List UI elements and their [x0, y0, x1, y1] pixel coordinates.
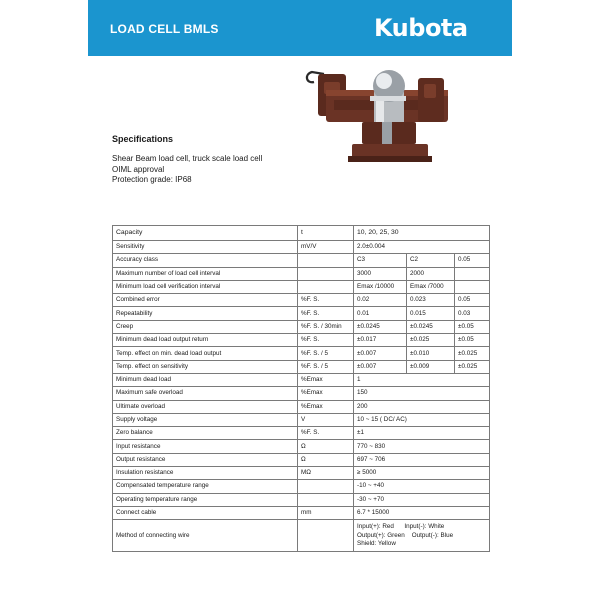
param-name: Minimum dead load: [113, 373, 298, 386]
table-row: [113, 307, 490, 320]
param-unit: %F. S.: [298, 334, 354, 347]
param-unit: %F. S. / 30min: [298, 320, 354, 333]
param-value-c2: ±0.010: [407, 347, 455, 360]
load-cell-photo-icon: [298, 62, 458, 172]
param-unit: Ω: [298, 440, 354, 453]
param-unit: %Emax: [298, 387, 354, 400]
param-name: Insulation resistance: [113, 467, 298, 480]
datasheet-page: [88, 0, 512, 600]
specifications-heading: Specifications: [112, 134, 174, 144]
param-value-other: ±0.05: [455, 334, 490, 347]
param-unit: %F. S. / 5: [298, 347, 354, 360]
spec-line: Shear Beam load cell, truck scale load cell: [112, 154, 263, 163]
param-value: 150: [354, 387, 490, 400]
table-row: [113, 241, 490, 254]
table-row: [113, 226, 490, 241]
param-unit: mV/V: [298, 241, 354, 254]
wire-line: Input(+): Red Input(-): White: [357, 523, 445, 531]
table-row: [113, 387, 490, 400]
table-row: [113, 334, 490, 347]
spec-line: OIML approval: [112, 164, 165, 174]
specifications-summary: [112, 154, 262, 186]
header-banner: [88, 0, 512, 56]
param-unit: %F. S.: [298, 427, 354, 440]
param-value-c2: ±0.025: [407, 334, 455, 347]
param-value-c3: 3000: [354, 267, 407, 280]
brand-wordmark: Kubota: [374, 14, 468, 42]
param-name: Output resistance: [113, 453, 298, 466]
param-value-other: ±0.025: [455, 347, 490, 360]
param-unit: %F. S. / 5: [298, 360, 354, 373]
wire-color-codes: [354, 520, 490, 552]
param-value: 697 ~ 706: [354, 453, 490, 466]
table-row: [113, 467, 490, 480]
param-value-c3: ±0.007: [354, 360, 407, 373]
param-name: Ultimate overload: [113, 400, 298, 413]
param-name: Temp. effect on min. dead load output: [113, 347, 298, 360]
table-row: [113, 347, 490, 360]
param-value-other: [455, 267, 490, 280]
table-row: [113, 453, 490, 466]
param-name: Temp. effect on sensitivity: [113, 360, 298, 373]
table-row: [113, 480, 490, 493]
param-value-c3: ±0.017: [354, 334, 407, 347]
param-name: Sensitivity: [113, 241, 298, 254]
param-value-c3: ±0.0245: [354, 320, 407, 333]
param-value-c2: C2: [407, 254, 455, 267]
param-value-c2: 2000: [407, 267, 455, 280]
param-value: 1: [354, 373, 490, 386]
table-row: [113, 440, 490, 453]
param-value-c3: ±0.007: [354, 347, 407, 360]
table-row: [113, 267, 490, 280]
wire-line: Output(+): Green Output(-): Blue: [357, 531, 454, 539]
specifications-table: [112, 225, 490, 552]
param-value: -10 ~ +40: [354, 480, 490, 493]
table-row: [113, 280, 490, 293]
param-value: 2.0±0.004: [354, 241, 490, 254]
param-name: Capacity: [113, 226, 298, 241]
param-value: 200: [354, 400, 490, 413]
param-value: 10, 20, 25, 30: [354, 226, 490, 241]
param-unit: [298, 480, 354, 493]
param-value: 10 ~ 15 ( DC/ AC): [354, 413, 490, 426]
param-unit: %F. S.: [298, 307, 354, 320]
param-unit: t: [298, 226, 354, 241]
param-value: ≥ 5000: [354, 467, 490, 480]
param-value-c2: ±0.009: [407, 360, 455, 373]
param-name: Combined error: [113, 294, 298, 307]
table-row: [113, 320, 490, 333]
table-row: [113, 506, 490, 519]
param-unit: [298, 520, 354, 552]
wire-line: Shield: Yellow: [357, 539, 396, 547]
param-value-c2: 0.015: [407, 307, 455, 320]
param-unit: %Emax: [298, 373, 354, 386]
table-row: [113, 427, 490, 440]
spec-line: Protection grade: IP68: [112, 175, 192, 184]
table-row: [113, 520, 490, 552]
param-name: Minimum load cell verification interval: [113, 280, 298, 293]
param-value-c3: 0.02: [354, 294, 407, 307]
param-name: Maximum safe overload: [113, 387, 298, 400]
param-value-other: 0.05: [455, 254, 490, 267]
document-title: LOAD CELL BMLS: [110, 22, 219, 36]
table-row: [113, 254, 490, 267]
param-unit: %Emax: [298, 400, 354, 413]
param-unit: [298, 254, 354, 267]
param-unit: [298, 267, 354, 280]
param-name: Zero balance: [113, 427, 298, 440]
param-name: Method of connecting wire: [113, 520, 298, 552]
param-unit: mm: [298, 506, 354, 519]
param-value-other: 0.05: [455, 294, 490, 307]
param-name: Accuracy class: [113, 254, 298, 267]
param-value: 6.7 * 15000: [354, 506, 490, 519]
param-unit: [298, 280, 354, 293]
param-value-c3: Emax /10000: [354, 280, 407, 293]
param-value-c2: ±0.0245: [407, 320, 455, 333]
table-row: [113, 400, 490, 413]
param-name: Maximum number of load cell interval: [113, 267, 298, 280]
param-unit: MΩ: [298, 467, 354, 480]
table-row: [113, 493, 490, 506]
param-value-c3: C3: [354, 254, 407, 267]
param-value: ±1: [354, 427, 490, 440]
param-value-other: ±0.025: [455, 360, 490, 373]
param-name: Creep: [113, 320, 298, 333]
param-value-c2: Emax /7000: [407, 280, 455, 293]
param-unit: Ω: [298, 453, 354, 466]
param-value: 770 ~ 830: [354, 440, 490, 453]
param-name: Repeatability: [113, 307, 298, 320]
param-name: Input resistance: [113, 440, 298, 453]
param-name: Operating temperature range: [113, 493, 298, 506]
param-name: Connect cable: [113, 506, 298, 519]
table-row: [113, 373, 490, 386]
table-row: [113, 294, 490, 307]
param-name: Minimum dead load output return: [113, 334, 298, 347]
param-value-other: ±0.05: [455, 320, 490, 333]
param-value-c2: 0.023: [407, 294, 455, 307]
param-value-c3: 0.01: [354, 307, 407, 320]
param-value-other: 0.03: [455, 307, 490, 320]
kubota-logo: [372, 10, 484, 46]
table-row: [113, 413, 490, 426]
param-value-other: [455, 280, 490, 293]
param-unit: V: [298, 413, 354, 426]
param-name: Compensated temperature range: [113, 480, 298, 493]
table-row: [113, 360, 490, 373]
param-name: Supply voltage: [113, 413, 298, 426]
param-value: -30 ~ +70: [354, 493, 490, 506]
param-unit: %F. S.: [298, 294, 354, 307]
param-unit: [298, 493, 354, 506]
